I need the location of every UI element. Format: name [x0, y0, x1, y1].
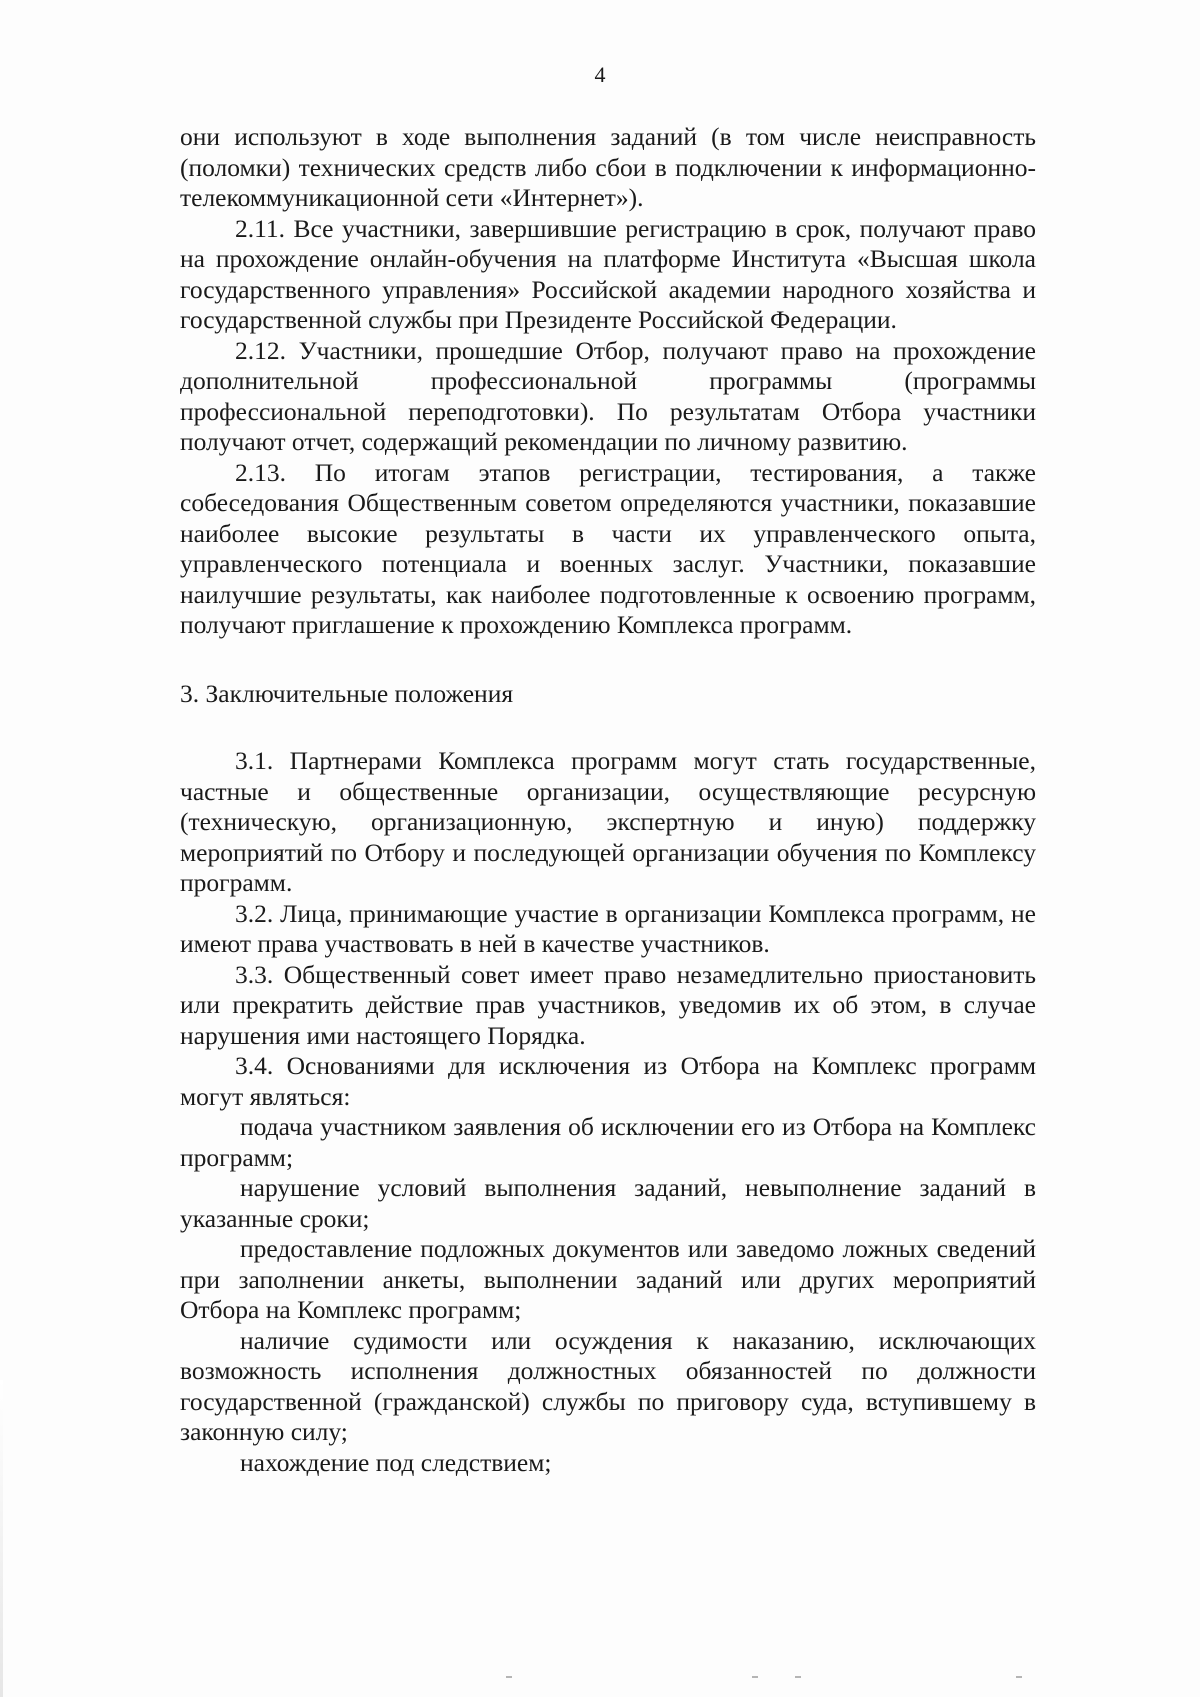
- list-item: наличие судимости или осуждения к наказанию, исключающих возможность исполнения должностных обязанностей по должности государственной (гражданской) службы по приговору суда, вступившему в законную силу;: [180, 1325, 1036, 1446]
- paragraph-3-3: 3.3. Общественный совет имеет право незамедлительно приостановить или прекратить действие прав участников, уведомив их об этом, в случае нарушения ими настоящего Порядка.: [180, 959, 1036, 1050]
- list-item: предоставление подложных документов или заведомо ложных сведений при заполнении анкеты, выполнении заданий или других мероприятий Отбора на Комплекс программ;: [180, 1234, 1036, 1324]
- paragraph-3-1: 3.1. Партнерами Комплекса программ могут стать государственные, частные и общественные организации, осуществляющие ресурсную (техническую, организационную, экспертную и иную) поддержку мероприятий по Отбору и последующей организации обучения по Комплексу программ.: [180, 746, 1036, 897]
- paragraph-2-11: 2.11. Все участники, завершившие регистрацию в срок, получают право на прохождение онлайн-обучения на платформе Института «Высшая школа государственного управления» Российской академии народного хозяйства и государственной службы при Президенте Российской Федерации.: [180, 213, 1036, 334]
- section-heading: 3. Заключительные положения: [180, 678, 514, 708]
- scan-bottom-marks: [0, 1676, 1200, 1684]
- list-item: нахождение под следствием;: [240, 1447, 552, 1477]
- page-number: 4: [594, 62, 606, 87]
- paragraph-2-13: 2.13. По итогам этапов регистрации, тестирования, а также собеседования Общественным советом определяются участники, показавшие наиболее высокие результаты в части их управленческого опыта, управленческого потенциала и военных заслуг. Участники, показавшие наилучшие результаты, как наиболее подготовленные к освоению программ, получают приглашение к прохождению Комплекса программ.: [180, 457, 1036, 639]
- scan-mark: [752, 1676, 758, 1678]
- list-item: подача участником заявления об исключении его из Отбора на Комплекс программ;: [180, 1112, 1036, 1172]
- scan-edge-shadow: [0, 1380, 3, 1697]
- scan-mark: [795, 1676, 801, 1678]
- document-body: [180, 122, 1036, 1478]
- list-item: нарушение условий выполнения заданий, невыполнение заданий в указанные сроки;: [180, 1173, 1036, 1233]
- paragraph-3-4: 3.4. Основаниями для исключения из Отбора на Комплекс программ могут являться:: [180, 1051, 1036, 1111]
- paragraph-3-2: 3.2. Лица, принимающие участие в организации Комплекса программ, не имеют права участвовать в ней в качестве участников.: [180, 898, 1036, 958]
- scan-mark: [506, 1676, 512, 1678]
- paragraph-continuation: они используют в ходе выполнения заданий (в том числе неисправность (поломки) технических средств либо сбои в подключении к информационно-телекоммуникационной сети «Интернет»).: [180, 122, 1036, 212]
- scan-mark: [1016, 1676, 1022, 1678]
- paragraph-2-12: 2.12. Участники, прошедшие Отбор, получают право на прохождение дополнительной профессиональной программы (программы профессиональной переподготовки). По результатам Отбора участники получают отчет, содержащий рекомендации по личному развитию.: [180, 335, 1036, 456]
